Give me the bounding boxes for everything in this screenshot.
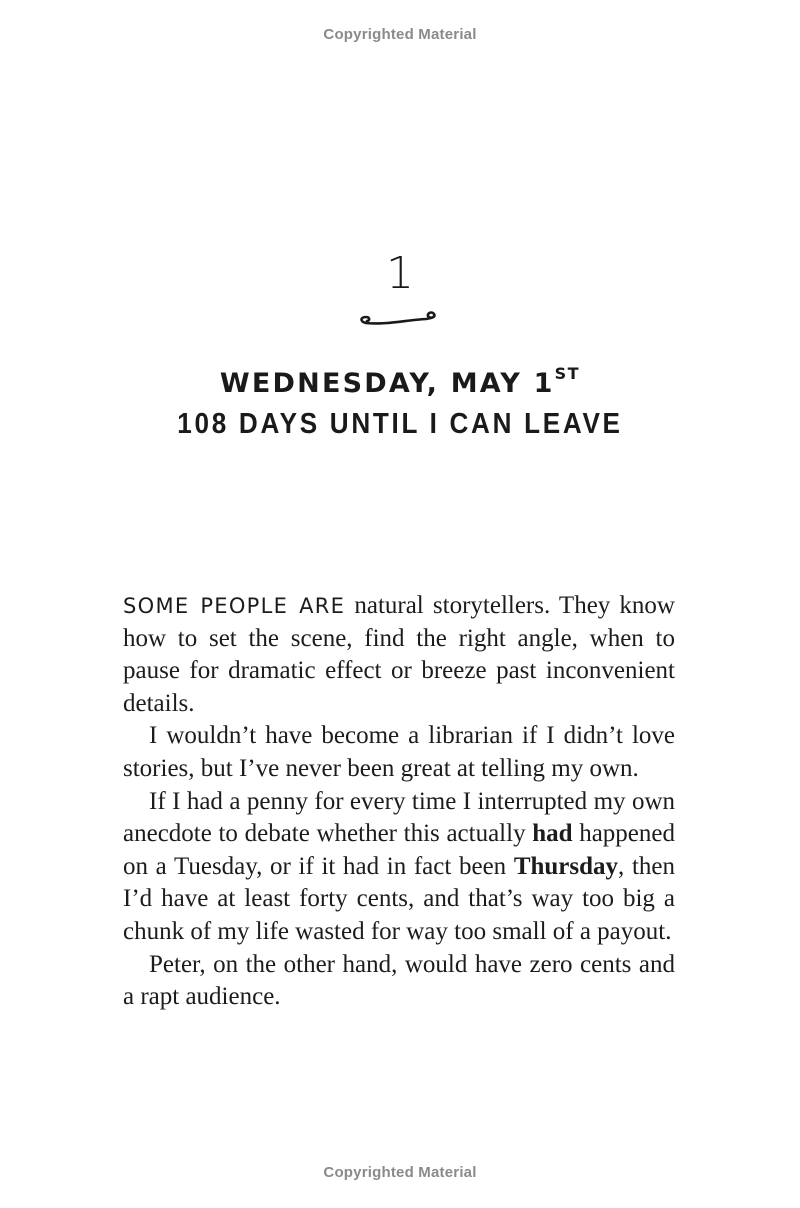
emphasis-had: had — [532, 820, 573, 848]
copyright-watermark-top: Copyrighted Material — [323, 26, 477, 43]
copyright-watermark-bottom: Copyrighted Material — [323, 1164, 477, 1181]
paragraph-3 — [123, 786, 675, 949]
chapter-date-suffix: ST — [554, 364, 581, 383]
chapter-countdown-heading: 108 DAYS UNTIL I CAN LEAVE — [177, 408, 623, 440]
chapter-date-main: WEDNESDAY, MAY 1 — [219, 368, 555, 399]
paragraph-3-text-c: , then I’d have at least forty cents, and that’s way too big a chunk of my life wasted for way too small of a payout. — [123, 852, 675, 945]
emphasis-thursday: Thursday — [513, 852, 619, 880]
paragraph-2: I wouldn’t have become a librarian if I didn’t love stories, but I’ve never been great at telling my own. — [123, 722, 675, 782]
chapter-date-heading — [0, 357, 800, 404]
paragraph-1-text: natural storytellers. They know how to set the scene, find the right angle, when to pause for dramatic effect or breeze past inconvenient details. — [123, 592, 675, 717]
paragraph-3-text-a: If I had a penny for every time I interrupted my own anecdote to debate whether this actually — [123, 787, 675, 848]
chapter-body — [123, 590, 675, 1014]
paragraph-1 — [123, 590, 675, 720]
opening-small-caps: SOME PEOPLE ARE — [123, 594, 346, 618]
paragraph-4: Peter, on the other hand, would have zero cents and a rapt audience. — [123, 950, 675, 1011]
chapter-number: 1 — [386, 248, 414, 299]
paragraph-3-text-b: happened on a Tuesday, or if it had in fact been — [123, 820, 675, 880]
flourish-ornament-icon — [356, 306, 440, 330]
